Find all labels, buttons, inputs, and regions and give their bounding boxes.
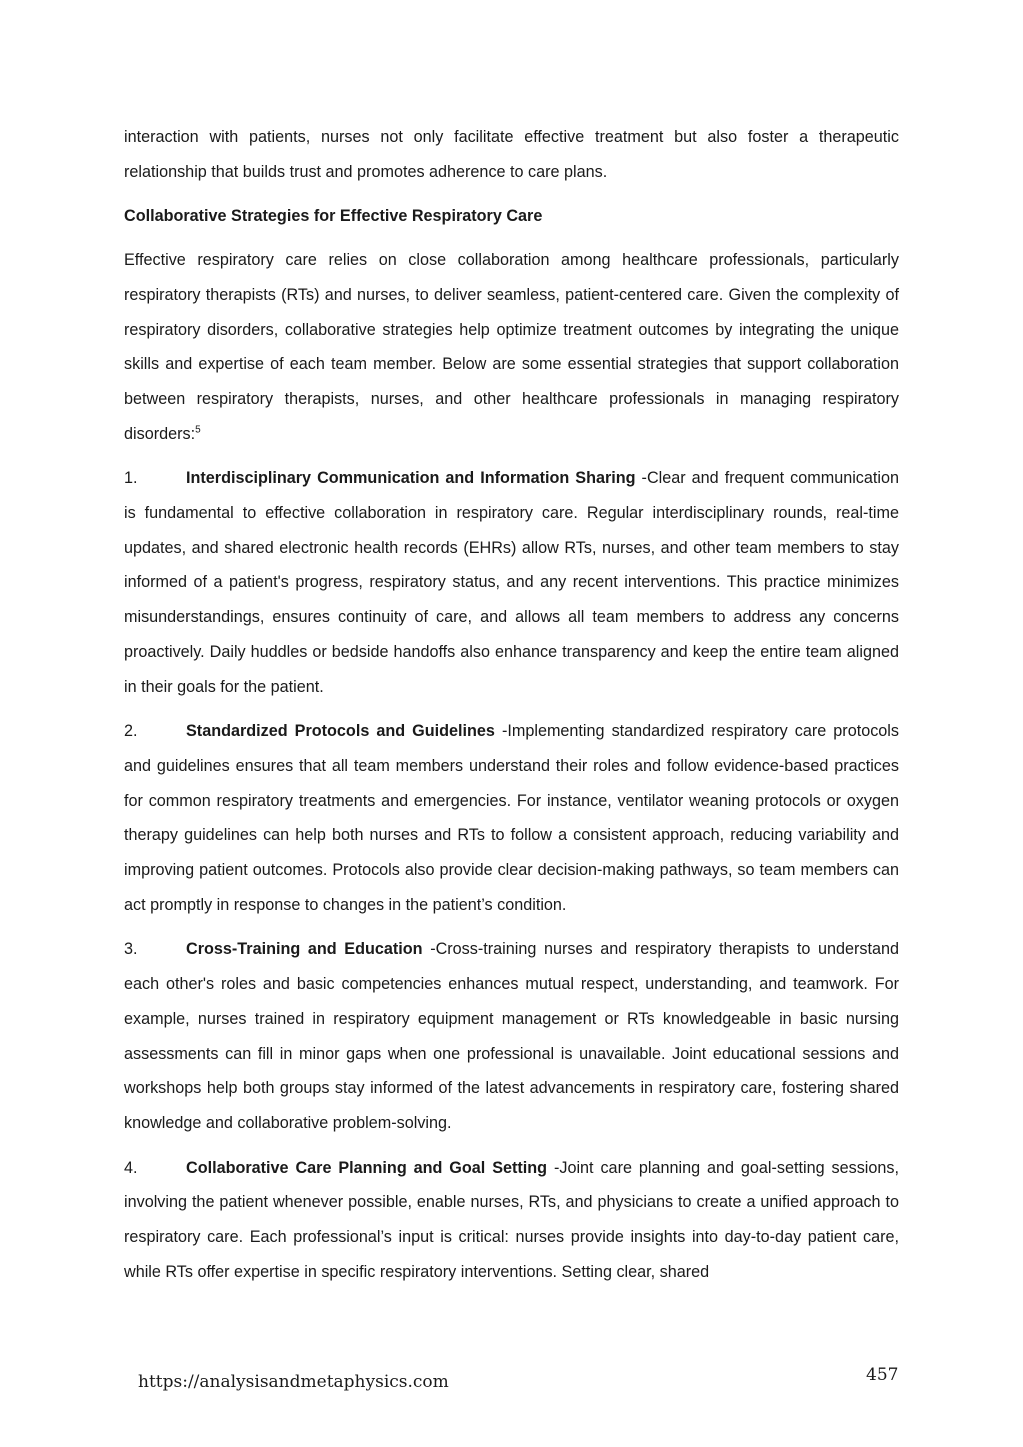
list-item-number: 1. bbox=[124, 469, 138, 488]
list-item bbox=[124, 714, 899, 922]
list-item-number: 3. bbox=[124, 940, 138, 959]
list-item bbox=[124, 461, 899, 704]
citation-ref: 5 bbox=[195, 424, 201, 436]
intro-paragraph: interaction with patients, nurses not only facilitate effective treatment but also foster a therapeutic relationship that builds trust and promotes adherence to care plans. bbox=[124, 128, 899, 181]
section-paragraph-text: Effective respiratory care relies on close collaboration among healthcare professionals, particularly respiratory therapists (RTs) and nurses, to deliver seamless, patient-centered care. Given the complexity of respiratory disorders, collaborative strategies help optimize treatment outcomes by integrating the unique skills and expertise of each team member. Below are some essential strategies that support collaboration between respiratory therapists, nurses, and other healthcare professionals in managing respiratory disorders: bbox=[124, 251, 899, 443]
list-item-title: Interdisciplinary Communication and Information Sharing bbox=[186, 469, 636, 488]
list-item-title: Standardized Protocols and Guidelines bbox=[186, 722, 495, 741]
footer-url[interactable]: https://analysisandmetaphysics.com bbox=[138, 1372, 449, 1392]
page-body bbox=[124, 120, 899, 1300]
list-item-title: Collaborative Care Planning and Goal Setting bbox=[186, 1158, 548, 1177]
page-number: 457 bbox=[866, 1365, 899, 1385]
list-item bbox=[124, 932, 899, 1140]
list-item-text: -Implementing standardized respiratory care protocols and guidelines ensures that all team members understand their roles and follow evidence-based practices for common respiratory treatments and emergencies. For instance, ventilator weaning protocols or oxygen therapy guidelines can help both nurses and RTs to follow a consistent approach, reducing variability and improving patient outcomes. Protocols also provide clear decision-making pathways, so team members can act promptly in response to changes in the patient’s condition. bbox=[124, 722, 899, 914]
section-heading: Collaborative Strategies for Effective Respiratory Care bbox=[124, 207, 543, 226]
list-item-number: 2. bbox=[124, 722, 138, 741]
list-item-text: -Cross-training nurses and respiratory therapists to understand each other's roles and basic competencies enhances mutual respect, understanding, and teamwork. For example, nurses trained in respiratory equipment management or RTs knowledgeable in basic nursing assessments can fill in minor gaps when one professional is unavailable. Joint educational sessions and workshops help both groups stay informed of the latest advancements in respiratory care, fostering shared knowledge and collaborative problem-solving. bbox=[124, 940, 899, 1132]
list-item-title: Cross-Training and Education bbox=[186, 940, 423, 959]
list-item-text: -Joint care planning and goal-setting sessions, involving the patient whenever possible, enable nurses, RTs, and physicians to create a unified approach to respiratory care. Each professional’s input is critical: nurses provide insights into day-to-day patient care, while RTs offer expertise in specific respiratory interventions. Setting clear, shared bbox=[124, 1158, 899, 1281]
list-item-number: 4. bbox=[124, 1158, 138, 1177]
section-paragraph bbox=[124, 243, 899, 451]
list-item bbox=[124, 1151, 899, 1290]
list-item-text: -Clear and frequent communication is fundamental to effective collaboration in respiratory care. Regular interdisciplinary rounds, real-time updates, and shared electronic health records (EHRs) allow RTs, nurses, and other team members to stay informed of a patient's progress, respiratory status, and any recent interventions. This practice minimizes misunderstandings, ensures continuity of care, and allows all team members to address any concerns proactively. Daily huddles or bedside handoffs also enhance transparency and keep the entire team aligned in their goals for the patient. bbox=[124, 469, 899, 696]
